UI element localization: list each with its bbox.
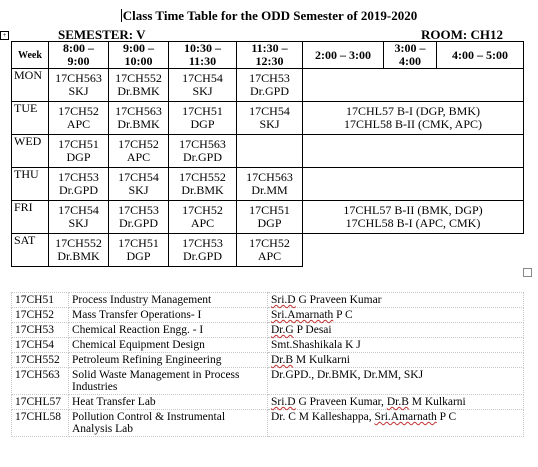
faculty-text: P C xyxy=(436,411,457,423)
slot-1-end: 9:00 xyxy=(67,54,90,68)
faculty: Dr.GPD xyxy=(249,84,289,98)
faculty: SKJ xyxy=(128,183,149,197)
course-faculty xyxy=(268,338,524,353)
course-code: 17CH54 xyxy=(118,170,159,184)
course-row xyxy=(12,293,524,308)
faculty: SKJ xyxy=(259,117,280,131)
table-resize-handle[interactable] xyxy=(523,268,532,277)
course-code: 17CH52 xyxy=(12,308,69,323)
faculty-text: Dr.GPD., Dr.BMK, Dr.MM, SKJ xyxy=(271,369,424,381)
faculty: Dr.BMK xyxy=(57,249,100,263)
faculty: DGP xyxy=(190,117,215,131)
slot-4-start: 11:30 – xyxy=(251,41,288,55)
course-name: Heat Transfer Lab xyxy=(69,395,268,410)
spellcheck-word: Sri.D xyxy=(271,396,296,408)
slot-4-end: 12:30 xyxy=(255,54,284,68)
class-cell xyxy=(109,69,169,102)
course-faculty xyxy=(268,410,524,437)
faculty-text: Dr. C M Kalleshappa, xyxy=(271,411,375,423)
course-code: 17CH563 xyxy=(115,104,162,118)
course-code: 17CH563 xyxy=(55,71,102,85)
slot-6-start: 3:00 – xyxy=(394,41,426,55)
course-name: Process Industry Management xyxy=(69,293,268,308)
page-title xyxy=(0,8,538,24)
spellcheck-word: Sri.D xyxy=(271,294,296,306)
faculty: DGP xyxy=(126,249,151,263)
faculty: SKJ xyxy=(68,216,89,230)
class-cell xyxy=(49,135,109,168)
course-name-line-1: Pollution Control & Instrumental xyxy=(72,411,226,423)
course-code: 17CH563 xyxy=(246,170,293,184)
header-slot-2 xyxy=(109,42,169,69)
course-code: 17CH54 xyxy=(58,203,99,217)
class-cell xyxy=(109,168,169,201)
course-row xyxy=(12,410,524,437)
slot-6-end: 4:00 xyxy=(399,54,421,68)
lab-batch-1: 17CHL57 B-II (BMK, DGP) xyxy=(343,203,483,217)
course-name xyxy=(69,410,268,437)
spellcheck-word: Dr.G xyxy=(271,324,294,336)
faculty-text: Smt.Shashikala K J xyxy=(271,339,361,351)
class-cell xyxy=(109,135,169,168)
faculty: Dr.GPD xyxy=(58,183,98,197)
course-row xyxy=(12,308,524,323)
class-cell xyxy=(169,201,237,234)
course-faculty xyxy=(268,323,524,338)
header-slot-5: 2:00 – 3:00 xyxy=(303,42,384,69)
text-cursor xyxy=(121,9,122,22)
course-code: 17CH552 xyxy=(179,170,226,184)
faculty: Dr.GPD xyxy=(182,249,222,263)
lab-batch-1: 17CHL57 B-I (DGP, BMK) xyxy=(345,104,480,118)
class-cell xyxy=(49,201,109,234)
class-cell xyxy=(237,234,303,267)
faculty: Dr.BMK xyxy=(117,117,160,131)
faculty: APC xyxy=(126,150,151,164)
table-row xyxy=(12,102,524,135)
course-code: 17CH552 xyxy=(115,71,162,85)
lab-batch-2: 17CHL58 B-II (CMK, APC) xyxy=(343,117,482,131)
course-code: 17CHL57 xyxy=(12,395,69,410)
semester-label: SEMESTER: V xyxy=(58,27,146,42)
faculty: SKJ xyxy=(68,84,89,98)
course-code: 17CH563 xyxy=(12,368,69,395)
course-code: 17CH51 xyxy=(12,293,69,308)
empty-cell xyxy=(303,69,524,102)
course-name: Petroleum Refining Engineering xyxy=(69,353,268,368)
header-slot-7: 4:00 – 5:00 xyxy=(437,42,524,69)
class-cell xyxy=(237,168,303,201)
class-cell xyxy=(169,168,237,201)
lab-cell xyxy=(303,102,524,135)
course-code: 17CH54 xyxy=(249,104,290,118)
class-cell xyxy=(169,102,237,135)
room-label: ROOM: CH12 xyxy=(421,27,503,42)
course-name: Chemical Equipment Design xyxy=(69,338,268,353)
course-code: 17CH53 xyxy=(118,203,159,217)
header-slot-4 xyxy=(237,42,303,69)
header-slot-3 xyxy=(169,42,237,69)
header-slot-1 xyxy=(49,42,109,69)
slot-2-start: 9:00 – xyxy=(123,41,154,55)
slot-3-end: 11:30 xyxy=(188,54,217,68)
table-row xyxy=(12,201,524,234)
class-cell xyxy=(169,135,237,168)
spellcheck-word: Sri.Amarnath xyxy=(374,411,437,423)
course-row xyxy=(12,395,524,410)
faculty: Dr.BMK xyxy=(181,183,224,197)
course-code: 17CH552 xyxy=(12,353,69,368)
slot-2-end: 10:00 xyxy=(124,54,153,68)
course-code: 17CH52 xyxy=(118,137,159,151)
class-cell xyxy=(109,102,169,135)
course-code: 17CH53 xyxy=(182,236,223,250)
course-code: 17CH52 xyxy=(58,104,99,118)
class-cell xyxy=(237,102,303,135)
timetable xyxy=(11,41,524,267)
day-cell: WED xyxy=(12,135,49,168)
empty-cell xyxy=(303,168,524,201)
table-row xyxy=(12,168,524,201)
course-row xyxy=(12,353,524,368)
table-row xyxy=(12,135,524,168)
course-faculty xyxy=(268,293,524,308)
course-name-line-2: Analysis Lab xyxy=(72,423,134,435)
faculty-text: P C xyxy=(333,309,353,321)
class-cell xyxy=(169,69,237,102)
day-cell: TUE xyxy=(12,102,49,135)
faculty: SKJ xyxy=(192,84,213,98)
faculty: Dr.GPD xyxy=(182,150,222,164)
day-cell: MON xyxy=(12,69,49,102)
course-code: 17CH563 xyxy=(179,137,226,151)
faculty: DGP xyxy=(66,150,91,164)
course-faculty xyxy=(268,395,524,410)
class-cell xyxy=(169,234,237,267)
course-code: 17CH51 xyxy=(118,236,159,250)
class-cell xyxy=(109,234,169,267)
faculty: APC xyxy=(190,216,215,230)
class-cell xyxy=(49,168,109,201)
spellcheck-word: Dr.B xyxy=(271,354,294,366)
table-row xyxy=(12,69,524,102)
faculty: Dr.MM xyxy=(251,183,288,197)
header-row xyxy=(12,42,524,69)
class-cell xyxy=(237,69,303,102)
title-text: Class Time Table for the ODD Semester of 2019-2020 xyxy=(122,8,418,23)
slot-1-start: 8:00 – xyxy=(63,41,94,55)
course-code: 17CH53 xyxy=(58,170,99,184)
course-code: 17CH552 xyxy=(55,236,102,250)
slot-3-start: 10:30 – xyxy=(184,41,221,55)
course-row xyxy=(12,323,524,338)
spellcheck-word: Dr.B xyxy=(386,396,409,408)
course-name: Chemical Reaction Engg. - I xyxy=(69,323,268,338)
course-faculty xyxy=(268,308,524,323)
faculty: APC xyxy=(257,249,282,263)
lab-cell xyxy=(303,201,524,234)
day-cell: THU xyxy=(12,168,49,201)
faculty: DGP xyxy=(257,216,282,230)
course-faculty xyxy=(268,368,524,395)
course-code: 17CH53 xyxy=(12,323,69,338)
class-cell xyxy=(49,234,109,267)
header-slot-6 xyxy=(384,42,437,69)
course-name-line-2: Industries xyxy=(72,381,118,393)
table-row xyxy=(12,234,524,267)
class-cell xyxy=(109,201,169,234)
spellcheck-word: Sri.Amarnath xyxy=(271,309,334,321)
lab-batch-2: 17CHL58 B-I (APC, CMK) xyxy=(345,216,481,230)
class-cell xyxy=(49,102,109,135)
course-code: 17CH51 xyxy=(249,203,290,217)
day-cell: SAT xyxy=(12,234,49,267)
course-code: 17CH54 xyxy=(182,71,223,85)
course-code: 17CH52 xyxy=(182,203,223,217)
course-name-line-1: Solid Waste Management in Process xyxy=(72,369,240,381)
faculty: APC xyxy=(66,117,91,131)
course-code: 17CH51 xyxy=(58,137,99,151)
class-cell xyxy=(237,201,303,234)
faculty-text: G Praveen Kumar xyxy=(295,294,382,306)
course-name: Mass Transfer Operations- I xyxy=(69,308,268,323)
course-faculty xyxy=(268,353,524,368)
faculty-text: M Kulkarni xyxy=(408,396,466,408)
day-cell: FRI xyxy=(12,201,49,234)
empty-cell xyxy=(237,135,303,168)
course-code: 17CHL58 xyxy=(12,410,69,437)
header-week: Week xyxy=(12,42,49,69)
course-code: 17CH54 xyxy=(12,338,69,353)
class-cell xyxy=(49,69,109,102)
course-name xyxy=(69,368,268,395)
table-move-handle[interactable]: + xyxy=(0,31,9,40)
faculty: Dr.GPD xyxy=(118,216,158,230)
course-row xyxy=(12,368,524,395)
faculty-text: M Kulkarni xyxy=(293,354,350,366)
course-code: 17CH52 xyxy=(249,236,290,250)
faculty: Dr.BMK xyxy=(117,84,160,98)
course-code: 17CH51 xyxy=(182,104,223,118)
faculty-text: G Praveen Kumar, xyxy=(295,396,387,408)
course-list xyxy=(11,292,524,437)
empty-cell xyxy=(303,135,524,168)
faculty-text: P Desai xyxy=(293,324,332,336)
course-row xyxy=(12,338,524,353)
course-code: 17CH53 xyxy=(249,71,290,85)
